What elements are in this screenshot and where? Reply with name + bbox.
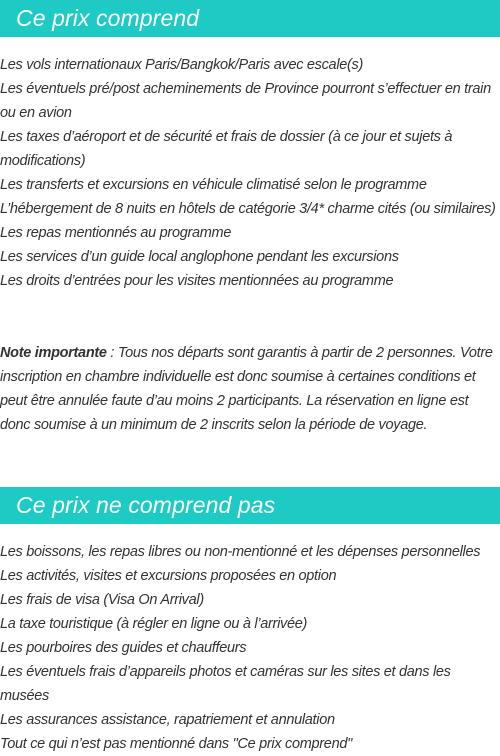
list-item: La taxe touristique (à régler en ligne ou à l’arrivée)	[0, 616, 308, 632]
list-item: Les repas mentionnés au programme	[0, 225, 232, 241]
list-item: Les frais de visa (Visa On Arrival)	[0, 592, 204, 608]
section-title-includes: Ce prix comprend	[16, 5, 200, 31]
list-item: Les pourboires des guides et chauffeurs	[0, 640, 247, 656]
list-item: Les éventuels pré/post acheminements de Province pourront s’effectuer en train ou en avion	[0, 81, 491, 121]
list-item: Les taxes d’aéroport et de sécurité et frais de dossier (à ce jour et sujets à modifications)	[0, 129, 453, 169]
list-item: Les assurances assistance, rapatriement et annulation	[0, 712, 335, 728]
list-item: Tout ce qui n’est pas mentionné dans "Ce prix comprend"	[0, 736, 352, 752]
list-item: Les services d’un guide local anglophone pendant les excursions	[0, 249, 399, 265]
note-label: Note importante	[0, 345, 107, 361]
section-title-excludes: Ce prix ne comprend pas	[16, 492, 276, 518]
section-header-includes	[0, 0, 500, 37]
list-item: Les transferts et excursions en véhicule climatisé selon le programme	[0, 177, 427, 193]
note-text: : Tous nos départs sont garantis à partir de 2 personnes. Votre inscription en chambre individuelle est donc soumise à certaines conditions et peut être annulée faute d’au moins 2 participants. La réservation en ligne est donc soumise à un minimum de 2 inscrits selon la période de voyage.	[0, 345, 493, 433]
excludes-list	[0, 540, 500, 756]
list-item: Les éventuels frais d’appareils photos et caméras sur les sites et dans les musées	[0, 664, 451, 704]
list-item: Les activités, visites et excursions proposées en option	[0, 568, 337, 584]
important-note	[0, 341, 500, 437]
list-item: L’hébergement de 8 nuits en hôtels de catégorie 3/4* charme cités (ou similaires)	[0, 201, 496, 217]
includes-list	[0, 53, 500, 293]
list-item: Les droits d’entrées pour les visites mentionnées au programme	[0, 273, 394, 289]
list-item: Les boissons, les repas libres ou non-mentionné et les dépenses personnelles	[0, 544, 481, 560]
list-item: Les vols internationaux Paris/Bangkok/Paris avec escale(s)	[0, 57, 364, 73]
section-header-excludes	[0, 487, 500, 524]
